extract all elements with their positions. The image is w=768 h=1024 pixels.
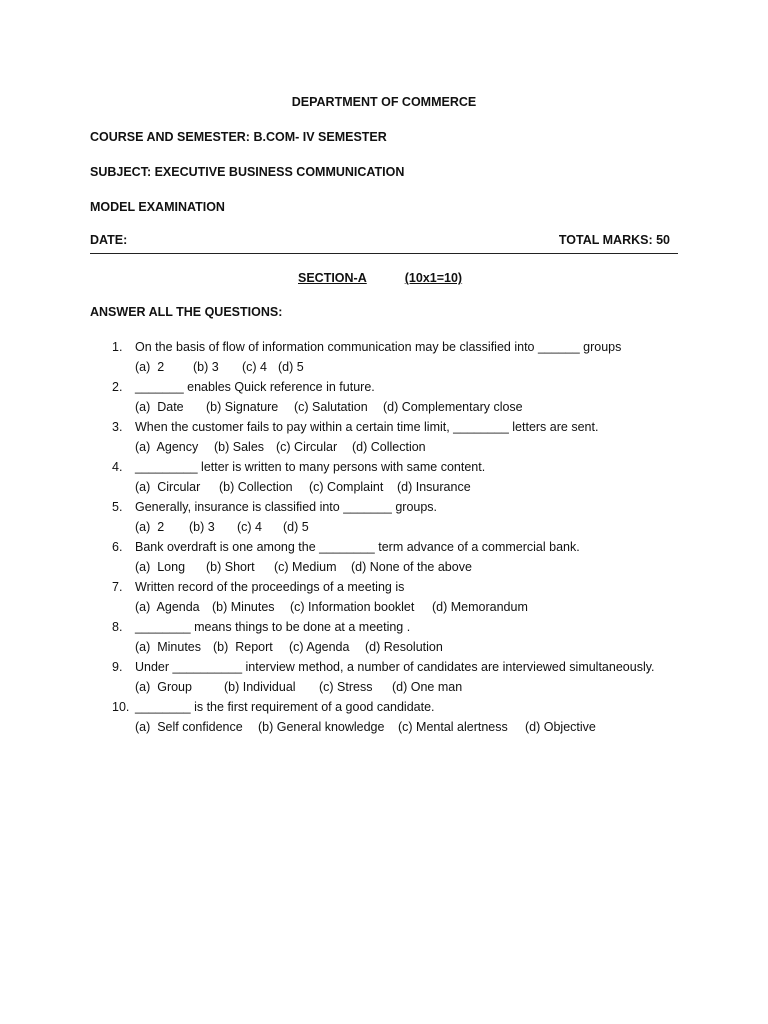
answer-option: (c) 4	[242, 360, 267, 374]
question-text: Under __________ interview method, a number of candidates are interviewed simultaneously.	[135, 660, 655, 674]
answer-option: (c) 4	[237, 520, 262, 534]
answer-option: (a) Agency	[135, 440, 199, 454]
question-item	[112, 620, 410, 634]
answer-option: (a) Agenda	[135, 600, 200, 614]
answer-option: (d) Complementary close	[383, 400, 523, 414]
question-number: 10.	[112, 700, 130, 714]
answer-option: (c) Salutation	[294, 400, 368, 414]
question-number: 1.	[112, 340, 123, 354]
question-text: Bank overdraft is one among the ________ term advance of a commercial bank.	[135, 540, 580, 554]
question-number: 2.	[112, 380, 123, 394]
answer-option: (a) Circular	[135, 480, 201, 494]
section-name: SECTION-A	[298, 271, 367, 285]
subject-line: SUBJECT: EXECUTIVE BUSINESS COMMUNICATION	[90, 165, 405, 179]
answer-option: (a) 2	[135, 360, 165, 374]
question-item	[112, 660, 655, 674]
question-item	[112, 580, 404, 594]
question-text: _________ letter is written to many persons with same content.	[135, 460, 486, 474]
course-line: COURSE AND SEMESTER: B.COM- IV SEMESTER	[90, 130, 387, 144]
instruction-line: ANSWER ALL THE QUESTIONS:	[90, 305, 283, 319]
answer-option: (d) 5	[283, 520, 309, 534]
answer-option: (a) 2	[135, 520, 165, 534]
question-number: 4.	[112, 460, 123, 474]
question-number: 3.	[112, 420, 123, 434]
date-marks-row	[90, 233, 678, 254]
answer-option: (d) Objective	[525, 720, 596, 734]
answer-option: (c) Information booklet	[290, 600, 415, 614]
question-number: 7.	[112, 580, 123, 594]
question-text: When the customer fails to pay within a certain time limit, ________ letters are sent.	[135, 420, 599, 434]
question-item	[112, 460, 485, 474]
answer-option: (d) None of the above	[351, 560, 472, 574]
answer-option: (b) Minutes	[212, 600, 275, 614]
answer-option: (b) Short	[206, 560, 255, 574]
answer-option: (d) One man	[392, 680, 463, 694]
answer-option: (d) Insurance	[397, 480, 471, 494]
answer-option: (c) Agenda	[289, 640, 350, 654]
question-text: On the basis of flow of information communication may be classified into ______ groups	[135, 340, 622, 354]
answer-option: (c) Medium	[274, 560, 337, 574]
question-item	[112, 380, 375, 394]
answer-option: (c) Complaint	[309, 480, 384, 494]
question-item	[112, 420, 598, 434]
answer-option: (b) General knowledge	[258, 720, 385, 734]
answer-option: (d) Resolution	[365, 640, 443, 654]
question-text: ________ means things to be done at a meeting .	[135, 620, 411, 634]
answer-option: (d) Collection	[352, 440, 426, 454]
answer-option: (b) Individual	[224, 680, 296, 694]
answer-option: (a) Group	[135, 680, 192, 694]
answer-option: (b) 3	[193, 360, 219, 374]
question-item	[112, 700, 435, 714]
answer-option: (d) Memorandum	[432, 600, 528, 614]
answer-option: (d) 5	[278, 360, 304, 374]
answer-option: (c) Stress	[319, 680, 373, 694]
exam-line: MODEL EXAMINATION	[90, 200, 225, 214]
date-label: DATE:	[90, 233, 128, 247]
question-text: Generally, insurance is classified into _______ groups.	[135, 500, 438, 514]
answer-option: (a) Self confidence	[135, 720, 243, 734]
question-text: ________ is the first requirement of a good candidate.	[135, 700, 435, 714]
answer-option: (a) Minutes	[135, 640, 201, 654]
section-heading	[298, 271, 462, 285]
question-number: 8.	[112, 620, 123, 634]
question-item	[112, 500, 437, 514]
question-number: 6.	[112, 540, 123, 554]
answer-option: (c) Circular	[276, 440, 338, 454]
answer-option: (b) Collection	[219, 480, 293, 494]
question-item	[112, 340, 621, 354]
question-number: 5.	[112, 500, 123, 514]
answer-option: (b) Report	[213, 640, 273, 654]
question-text: _______ enables Quick reference in future.	[135, 380, 375, 394]
answer-option: (b) Signature	[206, 400, 279, 414]
question-text: Written record of the proceedings of a meeting is	[135, 580, 405, 594]
question-number: 9.	[112, 660, 123, 674]
answer-option: (c) Mental alertness	[398, 720, 508, 734]
question-item	[112, 540, 580, 554]
answer-option: (b) Sales	[214, 440, 265, 454]
department-title: DEPARTMENT OF COMMERCE	[291, 95, 477, 109]
section-marks: (10x1=10)	[404, 271, 463, 285]
total-marks: TOTAL MARKS: 50	[558, 233, 670, 247]
answer-option: (a) Date	[135, 400, 184, 414]
answer-option: (b) 3	[189, 520, 215, 534]
answer-option: (a) Long	[135, 560, 186, 574]
